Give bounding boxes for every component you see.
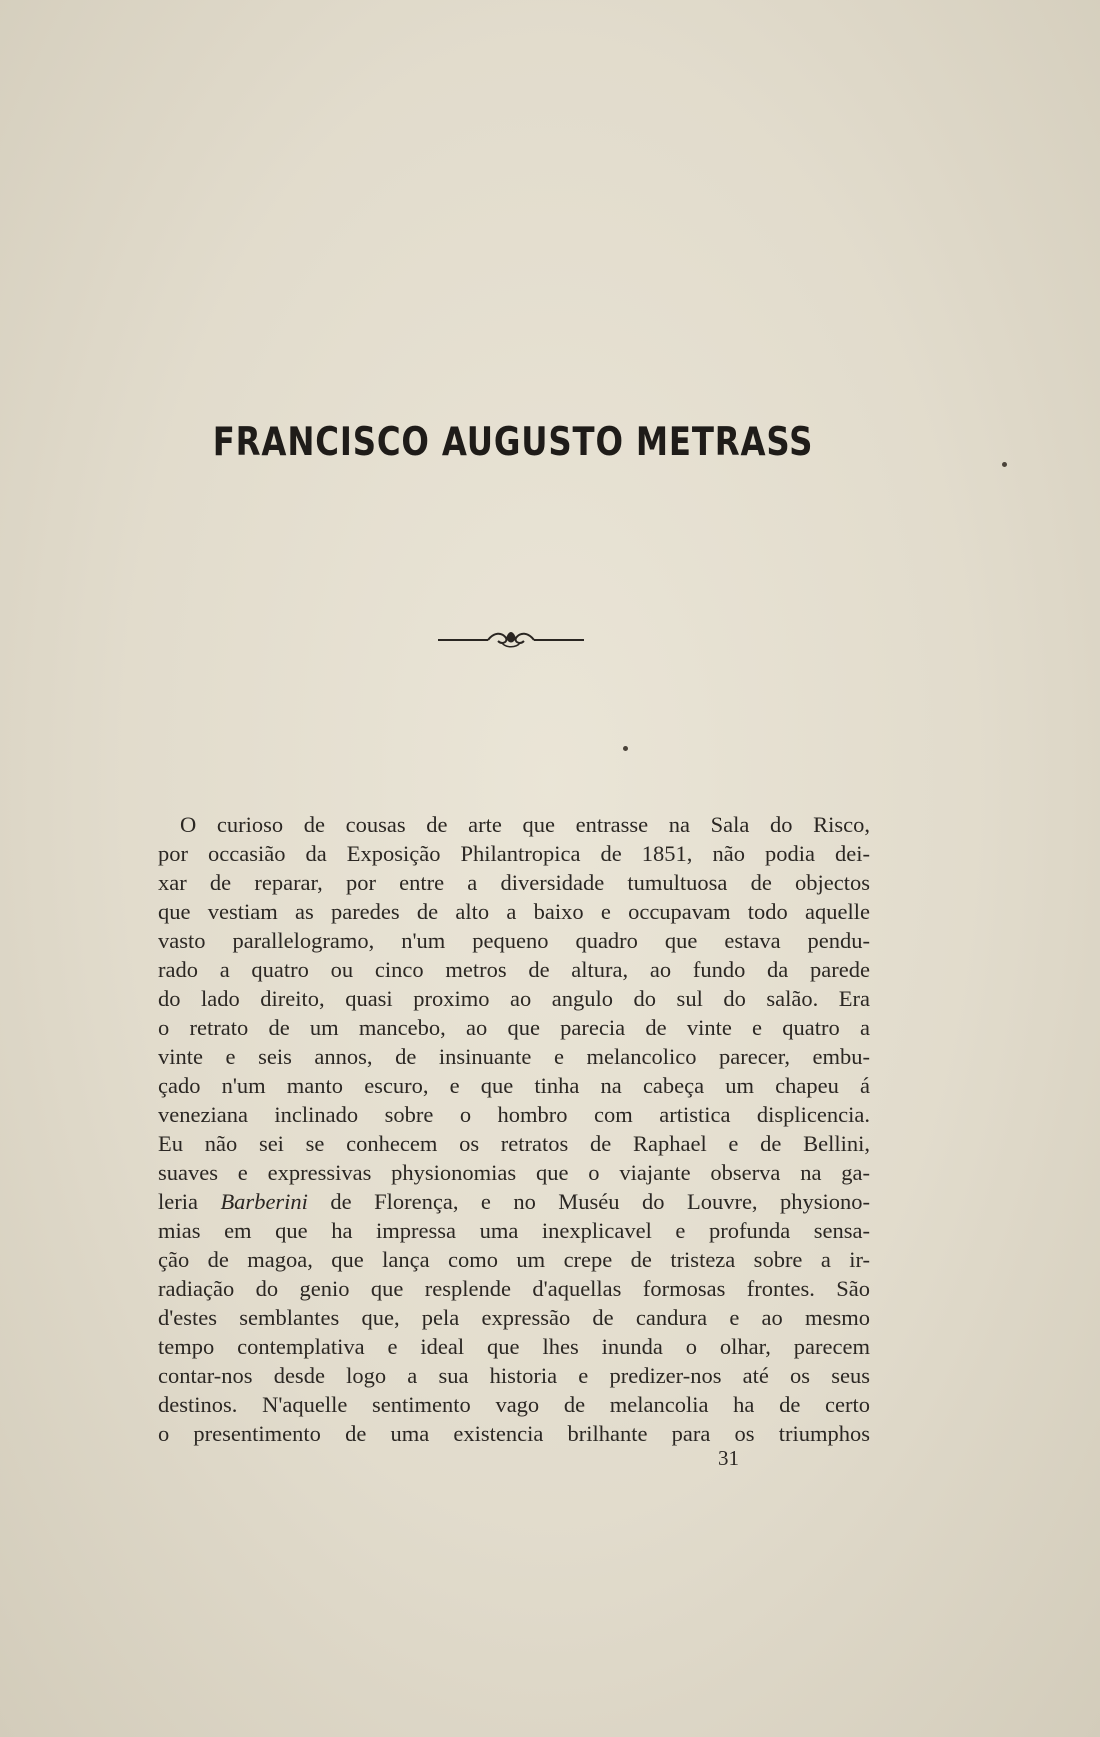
page-number: 31 xyxy=(718,1446,739,1470)
ornament-divider-icon xyxy=(436,628,586,650)
article-body xyxy=(158,810,870,1448)
text-line: vinte e seis annos, de insinuante e melancolico parecer, embu- xyxy=(158,1044,870,1069)
text-line: d'estes semblantes que, pela expressão de candura e ao mesmo xyxy=(158,1305,870,1330)
text-line: destinos. N'aquelle sentimento vago de melancolia ha de certo xyxy=(158,1392,870,1417)
ink-speck xyxy=(1002,462,1007,467)
text-line: do lado direito, quasi proximo ao angulo do sul do salão. Era xyxy=(158,986,870,1011)
text-line: tempo contemplativa e ideal que lhes inunda o olhar, parecem xyxy=(158,1334,870,1359)
text-line: çado n'um manto escuro, e que tinha na cabeça um chapeu á xyxy=(158,1073,870,1098)
text-line: radiação do genio que resplende d'aquellas formosas frontes. São xyxy=(158,1276,870,1301)
text-fragment: de Florença, e no Muséu do Louvre, physiono- xyxy=(330,1189,871,1214)
text-line: Eu não sei se conhecem os retratos de Raphael e de Bellini, xyxy=(158,1131,870,1156)
text-line: que vestiam as paredes de alto a baixo e occupavam todo aquelle xyxy=(158,899,870,924)
text-line: por occasião da Exposição Philantropica de 1851, não podia dei- xyxy=(158,841,870,866)
text-line xyxy=(158,1187,870,1216)
text-line: suaves e expressivas physionomias que o viajante observa na ga- xyxy=(158,1160,870,1185)
text-line: contar-nos desde logo a sua historia e predizer-nos até os seus xyxy=(158,1363,870,1388)
text-line: mias em que ha impressa uma inexplicavel e profunda sensa- xyxy=(158,1218,870,1243)
text-line: veneziana inclinado sobre o hombro com artistica displicencia. xyxy=(158,1102,870,1127)
text-line: O curioso de cousas de arte que entrasse na Sala do Risco, xyxy=(180,812,870,837)
text-fragment: leria xyxy=(158,1189,198,1214)
text-line: ção de magoa, que lança como um crepe de tristeza sobre a ir- xyxy=(158,1247,870,1272)
ink-speck xyxy=(623,746,628,751)
text-line: vasto parallelogramo, n'um pequeno quadro que estava pendu- xyxy=(158,928,870,953)
show-through-texture xyxy=(360,150,880,790)
text-line: xar de reparar, por entre a diversidade tumultuosa de objectos xyxy=(158,870,870,895)
text-line: o presentimento de uma existencia brilhante para os triumphos xyxy=(158,1421,870,1446)
text-line: o retrato de um mancebo, ao que parecia de vinte e quatro a xyxy=(158,1015,870,1040)
article-title: FRANCISCO AUGUSTO METRASS xyxy=(212,420,814,465)
italic-name-barberini: Barberini xyxy=(220,1189,308,1214)
text-line: rado a quatro ou cinco metros de altura, ao fundo da parede xyxy=(158,957,870,982)
